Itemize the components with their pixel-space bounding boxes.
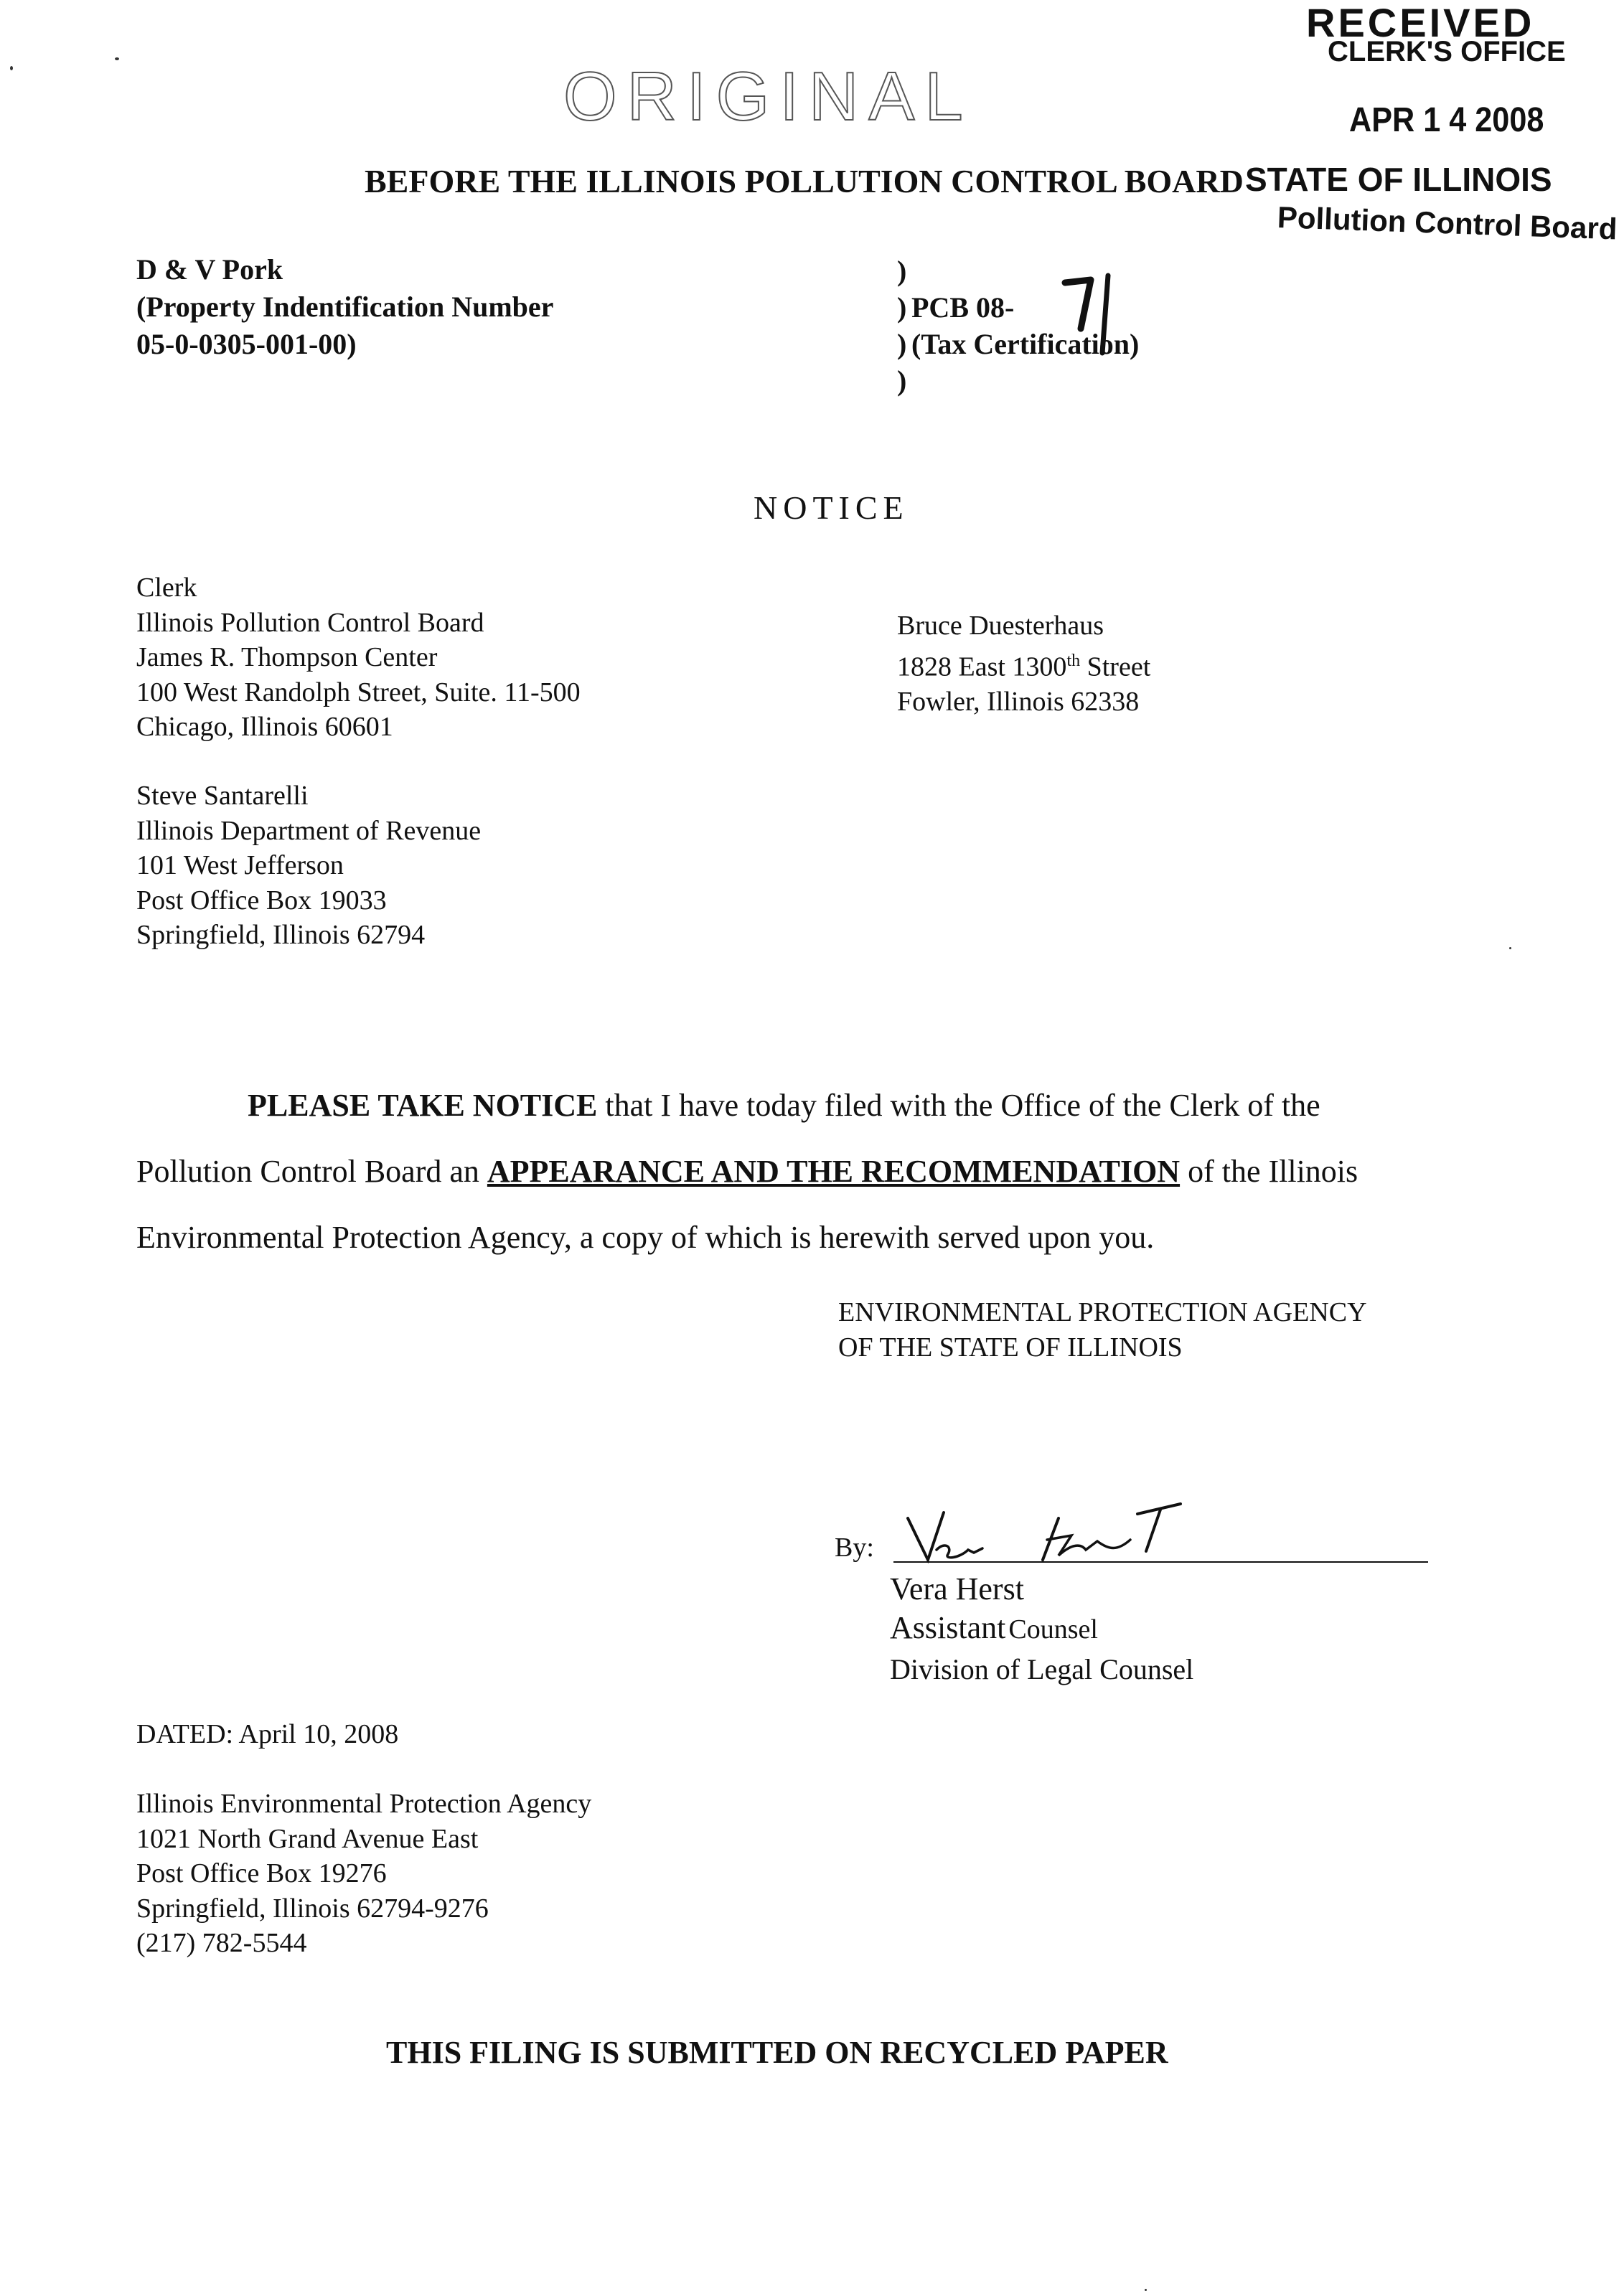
notice-body-line-1 (136, 1073, 1358, 1139)
caption-paren: ) (897, 255, 907, 287)
received-stamp-state: STATE OF ILLINOIS (1245, 161, 1552, 198)
caption-paren: ) (897, 291, 907, 324)
notice-text: of the Illinois (1180, 1154, 1358, 1189)
notice-heading: NOTICE (754, 489, 909, 526)
scan-speck (10, 66, 13, 70)
signer-title-a: Assistant (890, 1610, 1006, 1645)
caption-paren: ) (897, 328, 907, 360)
case-party (136, 251, 553, 363)
street-number: 1828 East 1300 (897, 651, 1067, 682)
case-party-line: (Property Indentification Number (136, 291, 554, 323)
agency-line: OF THE STATE OF ILLINOIS (838, 1332, 1183, 1363)
caption-paren: ) (897, 364, 907, 397)
scan-speck (1145, 2289, 1147, 2291)
recipient-clerk (136, 570, 581, 745)
received-stamp-board: Pollution Control Board (1277, 200, 1618, 246)
signer-division: Division of Legal Counsel (890, 1653, 1194, 1685)
dated-line: DATED: April 10, 2008 (136, 1719, 399, 1749)
address-line: Illinois Department of Revenue (136, 815, 482, 846)
address-line: Clerk (136, 573, 197, 603)
ordinal-suffix: th (1066, 651, 1081, 670)
please-take-notice: PLEASE TAKE NOTICE (248, 1088, 598, 1123)
case-party-line: D & V Pork (136, 253, 283, 286)
received-stamp-title: RECEIVED (1306, 0, 1535, 45)
address-line: Springfield, Illinois 62794-9276 (136, 1893, 489, 1924)
address-line: Steve Santarelli (136, 781, 309, 811)
received-stamp-date: APR 1 4 2008 (1349, 101, 1544, 139)
appearance-recommendation: APPEARANCE AND THE RECOMMENDATION (487, 1154, 1181, 1189)
notice-body-line-2 (136, 1139, 1358, 1205)
case-type: (Tax Certification) (911, 328, 1140, 360)
original-stamp: ORIGINAL (563, 58, 973, 135)
recipient-santarelli (136, 778, 481, 953)
address-line: Illinois Environmental Protection Agency (136, 1789, 592, 1819)
recipient-duesterhaus (897, 608, 1150, 719)
footer-address (136, 1787, 591, 1961)
received-stamp-office: CLERK'S OFFICE (1328, 36, 1566, 67)
address-line: 101 West Jefferson (136, 850, 344, 880)
notice-text: Pollution Control Board an (136, 1154, 487, 1189)
address-line: (217) 782-5544 (136, 1928, 307, 1958)
address-line: Bruce Duesterhaus (897, 611, 1104, 641)
case-number (911, 289, 1014, 326)
address-line: 100 West Randolph Street, Suite. 11-500 (136, 677, 581, 707)
address-line: Post Office Box 19033 (136, 885, 387, 916)
street-suffix: Street (1080, 651, 1151, 682)
case-party-line: 05-0-0305-001-00) (136, 328, 357, 360)
address-line: James R. Thompson Center (136, 642, 438, 672)
recycled-note: THIS FILING IS SUBMITTED ON RECYCLED PAPER (386, 2035, 1168, 2070)
signer-name: Vera Herst (890, 1571, 1024, 1606)
address-line: Fowler, Illinois 62338 (897, 686, 1140, 717)
scan-speck (1509, 947, 1511, 949)
address-line: Illinois Pollution Control Board (136, 607, 484, 638)
by-label: By: (835, 1533, 874, 1563)
signer-title (890, 1609, 1098, 1655)
agency-block (838, 1295, 1367, 1365)
address-line: Post Office Box 19276 (136, 1858, 387, 1888)
agency-line: ENVIRONMENTAL PROTECTION AGENCY (838, 1297, 1367, 1327)
board-title: BEFORE THE ILLINOIS POLLUTION CONTROL BOARD (365, 163, 1244, 199)
scan-speck (115, 57, 119, 60)
caption-parens (897, 253, 906, 399)
notice-body-line-3: Environmental Protection Agency, a copy of which is herewith served upon you. (136, 1220, 1155, 1255)
handwritten-signature (893, 1500, 1238, 1571)
address-line: Springfield, Illinois 62794 (136, 920, 426, 950)
signature-text (0, 0, 3, 1)
address-line (897, 644, 1150, 684)
notice-body (136, 1073, 1358, 1271)
case-prefix: PCB 08- (911, 291, 1015, 324)
signer-title-b: Counsel (1008, 1614, 1098, 1645)
notice-text: that I have today filed with the Office of the Clerk of the (597, 1088, 1320, 1123)
address-line: 1021 North Grand Avenue East (136, 1823, 479, 1854)
address-line: Chicago, Illinois 60601 (136, 712, 393, 742)
